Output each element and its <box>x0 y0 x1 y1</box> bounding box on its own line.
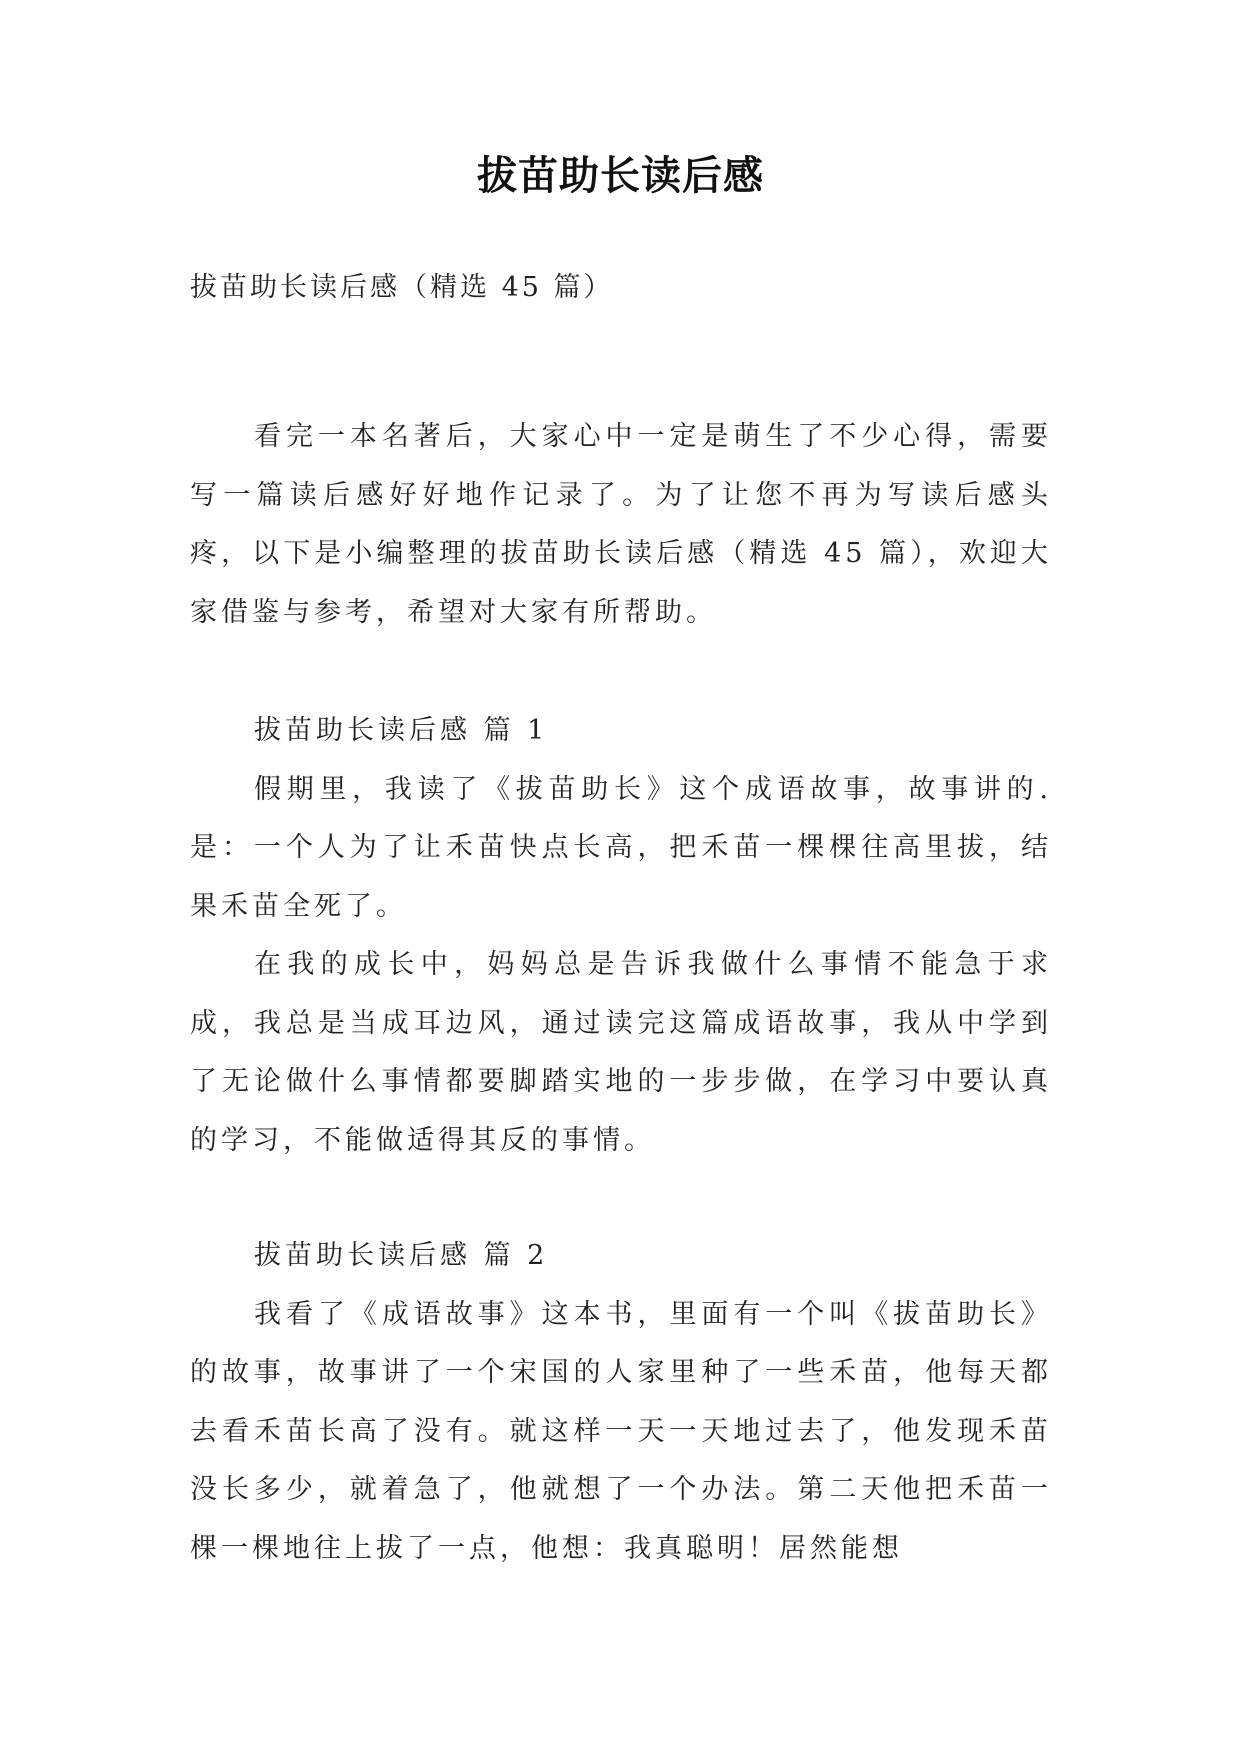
section-paragraph: 假期里，我读了《拔苗助长》这个成语故事，故事讲的.是：一个人为了让禾苗快点长高，把禾苗一棵棵往高里拔，结果禾苗全死了。 <box>190 773 1052 922</box>
section-paragraph: 我看了《成语故事》这本书，里面有一个叫《拔苗助长》的故事，故事讲了一个宋国的人家里种了一些禾苗，他每天都去看禾苗长高了没有。就这样一天一天地过去了，他发现禾苗没长多少，就着急了，他就想了一个办法。第二天他把禾苗一棵一棵地往上拔了一点，他想：我真聪明！居然能想 <box>190 1298 1052 1564</box>
page-title: 拔苗助长读后感 <box>477 153 764 199</box>
document-subtitle: 拔苗助长读后感（精选 45 篇） <box>190 272 614 303</box>
section-heading: 拔苗助长读后感 篇 1 <box>254 715 549 746</box>
intro-section <box>190 408 1052 642</box>
section-paragraph: 在我的成长中，妈妈总是告诉我做什么事情不能急于求成，我总是当成耳边风，通过读完这篇成语故事，我从中学到了无论做什么事情都要脚踏实地的一步步做，在学习中要认真的学习，不能做适得其反的事情。 <box>190 949 1052 1156</box>
section-1 <box>190 702 1052 1170</box>
section-2 <box>190 1227 1052 1578</box>
intro-paragraph: 看完一本名著后，大家心中一定是萌生了不少心得，需要写一篇读后感好好地作记录了。为了让您不再为写读后感头疼，以下是小编整理的拔苗助长读后感（精选 45 篇），欢迎大家借鉴与参考，希望对大家有所帮助。 <box>190 421 1052 628</box>
section-heading: 拔苗助长读后感 篇 2 <box>254 1240 549 1271</box>
